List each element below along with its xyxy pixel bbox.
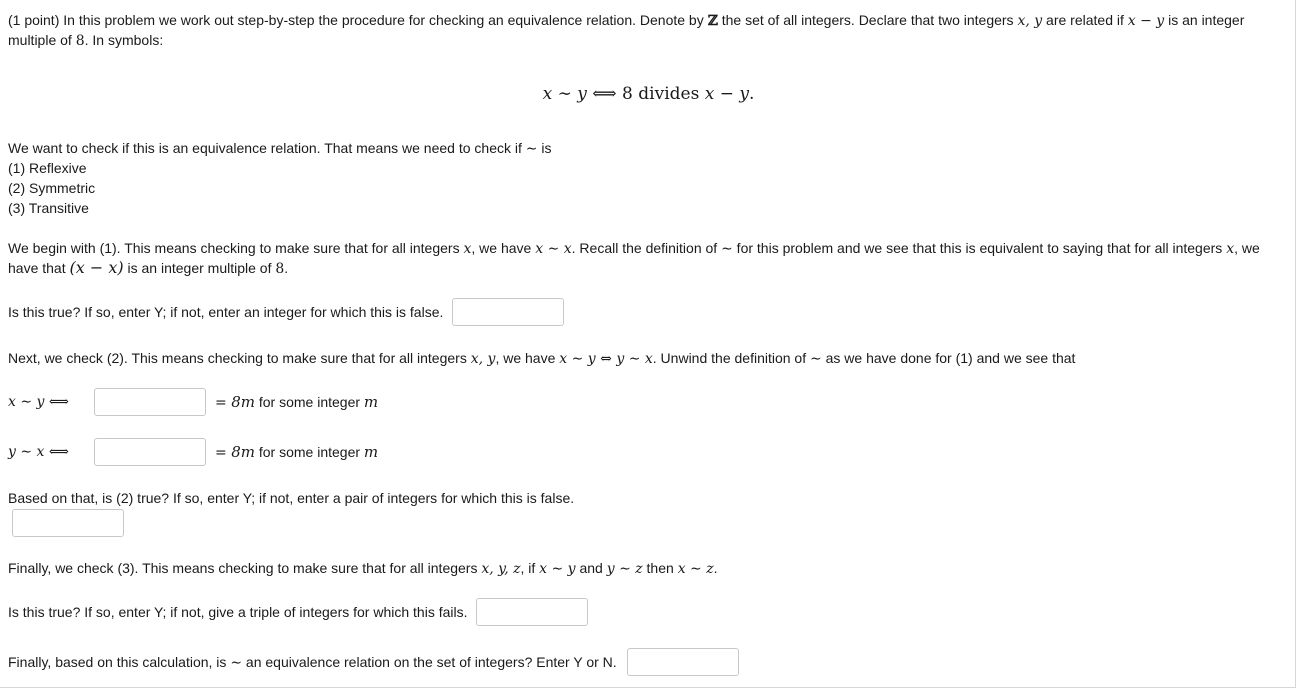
property-transitive: (3) Transitive (8, 200, 89, 216)
transitive-answer-input[interactable] (476, 598, 588, 626)
properties-lead: We want to check if this is an equivalence relation. That means we need to check if ∼ is (8, 140, 552, 157)
symmetric-row2-input[interactable] (94, 438, 206, 466)
reflexive-answer-input[interactable] (452, 298, 564, 326)
property-reflexive: (1) Reflexive (8, 160, 87, 176)
intro-line-2: multiple of 8. In symbols: (8, 32, 164, 49)
intro-line-1: (1 point) In this problem we work out step-by-step the procedure for checking an equivalence relation. Denote by ℤ the set of all integers. Declare that two integers x, y are related if x − y is an integer (8, 12, 1245, 29)
reflexive-paragraph-2: have that (x − x) is an integer multiple of 8. (8, 258, 289, 277)
final-answer-input[interactable] (627, 648, 739, 676)
property-symmetric: (2) Symmetric (8, 180, 96, 196)
final-question: Finally, based on this calculation, is ∼ an equivalence relation on the set of integers? Enter Y or N. (8, 654, 617, 671)
symmetric-row2-tail: = 8m for some integer m (215, 443, 379, 461)
symmetric-row1-input[interactable] (94, 388, 206, 416)
transitive-paragraph: Finally, we check (3). This means checking to make sure that for all integers x, y, z, if x ∼ y and y ∼ z then x ∼ z. (8, 560, 718, 577)
symmetric-question: Based on that, is (2) true? If so, enter Y; if not, enter a pair of integers for which this is false. (8, 490, 575, 506)
reflexive-paragraph-1: We begin with (1). This means checking to make sure that for all integers x, we have x ∼ x. Recall the definition of ∼ for this problem and we see that this is equivalent to saying that for all integers x, we (8, 240, 1260, 257)
symmetric-row1-tail: = 8m for some integer m (215, 393, 379, 411)
display-formula: x ∼ y ⟺ 8 divides x − y. (542, 84, 755, 104)
symmetric-paragraph: Next, we check (2). This means checking to make sure that for all integers x, y, we have x ∼ y ⇔ y ∼ x. Unwind the definition of ∼ as we have done for (1) and we see that (8, 350, 1076, 367)
transitive-question: Is this true? If so, enter Y; if not, give a triple of integers for which this fails. (8, 604, 468, 620)
symmetric-answer-input[interactable] (12, 509, 124, 537)
symmetric-row2-label: y ∼ x ⟺ (8, 444, 69, 460)
reflexive-question: Is this true? If so, enter Y; if not, enter an integer for which this is false. (8, 304, 444, 320)
symmetric-row1-label: x ∼ y ⟺ (8, 394, 69, 410)
